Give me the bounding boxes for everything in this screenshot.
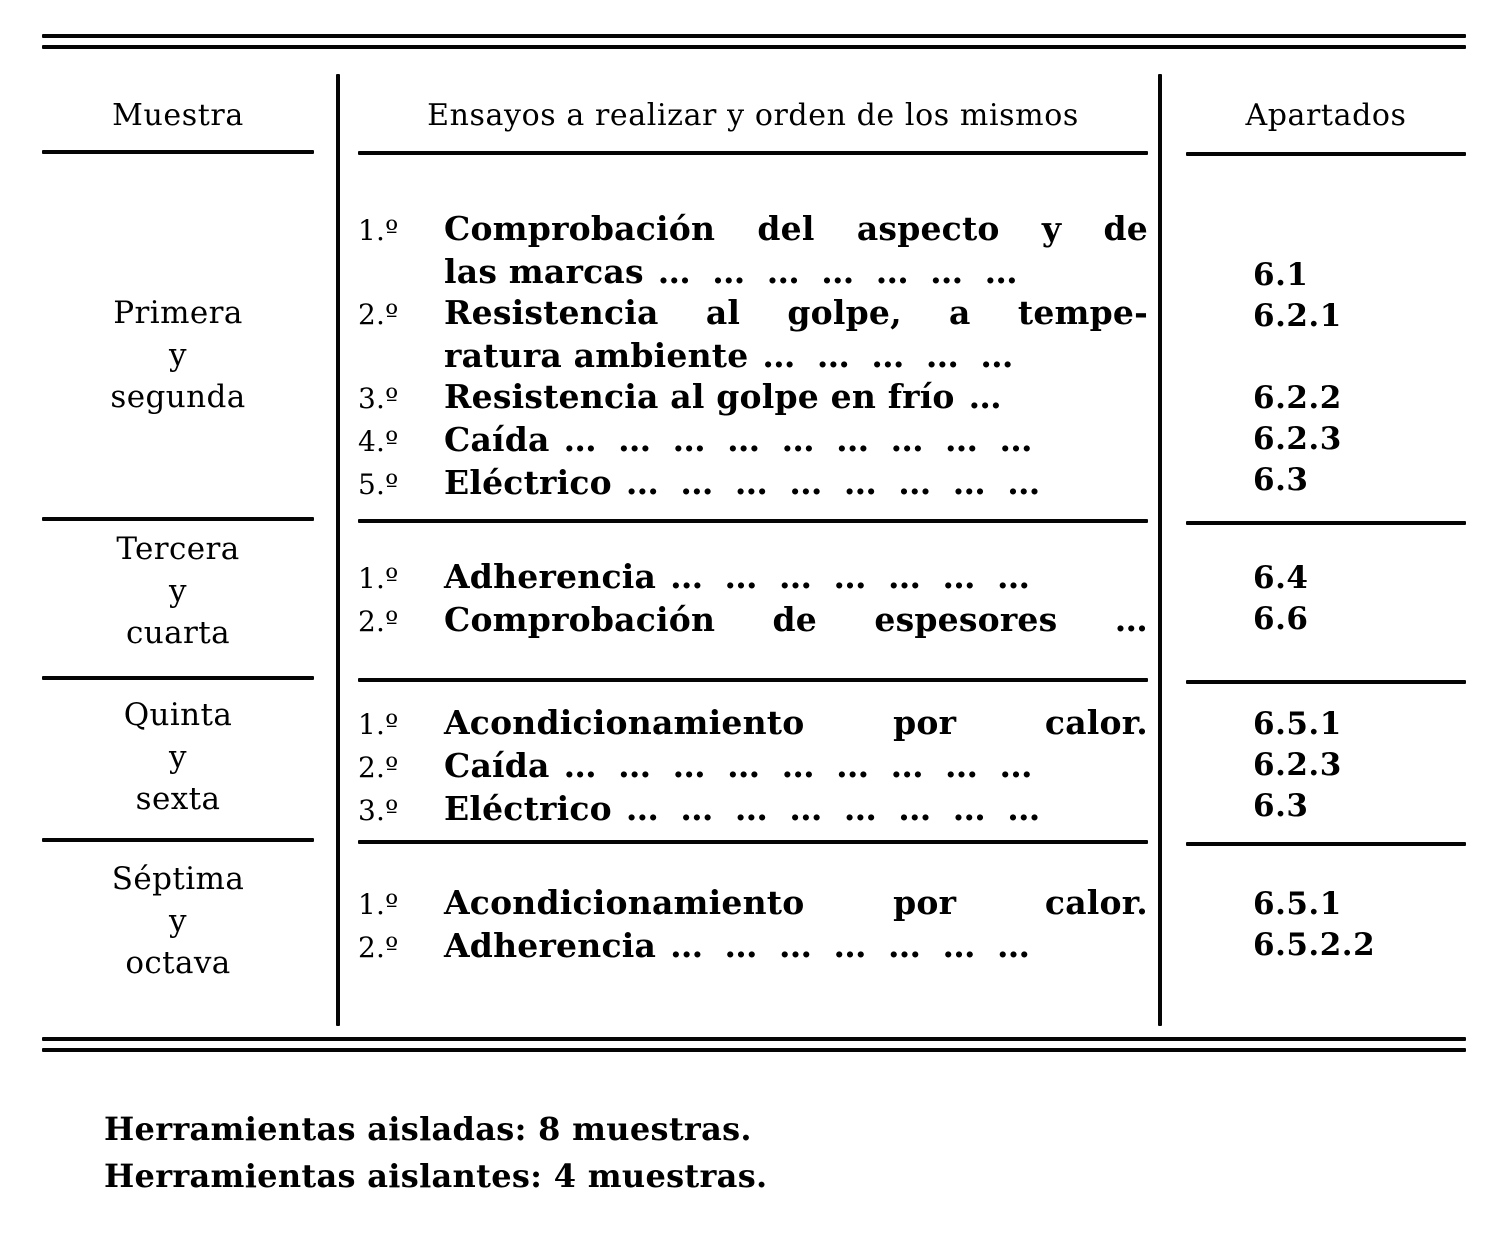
table-row-continuation bbox=[358, 251, 1148, 292]
apartado-value: 6.3 bbox=[1253, 462, 1309, 498]
column-divider-left bbox=[336, 74, 340, 1026]
row-word: Acondicionamiento bbox=[444, 883, 805, 922]
leader-dots: … … … … … … … bbox=[670, 557, 1035, 596]
block-separator-col2 bbox=[358, 840, 1148, 844]
row-order-number: 2.º bbox=[358, 605, 399, 638]
row-text bbox=[444, 208, 1148, 249]
block-separator-col2 bbox=[358, 519, 1148, 523]
block-separator-col2 bbox=[358, 678, 1148, 682]
row-word: Acondicionamiento bbox=[444, 703, 805, 742]
table-row bbox=[358, 925, 1148, 968]
row-word: aspecto bbox=[856, 209, 1000, 248]
row-order-number: 3.º bbox=[358, 382, 399, 415]
row-text bbox=[444, 462, 1148, 503]
leader-dots: … … … … … … … bbox=[657, 252, 1023, 291]
apartados-block-2 bbox=[1253, 558, 1466, 640]
muestra-line: y bbox=[169, 903, 187, 939]
row-order-number: 5.º bbox=[358, 468, 399, 501]
muestra-line: sexta bbox=[135, 781, 221, 817]
muestra-label-quinta-sexta bbox=[42, 694, 314, 820]
apartado-value: 6.6 bbox=[1253, 601, 1309, 637]
block-separator-col3 bbox=[1186, 521, 1466, 525]
row-word: Comprobación bbox=[444, 600, 716, 639]
row-word: Caída bbox=[444, 420, 550, 459]
row-text bbox=[444, 335, 1148, 376]
row-word: de bbox=[772, 600, 818, 639]
row-text bbox=[444, 376, 1148, 417]
row-word: Eléctrico bbox=[444, 463, 612, 502]
row-text bbox=[444, 788, 1148, 829]
apartado-value: 6.5.1 bbox=[1253, 706, 1342, 742]
apartados-block-3 bbox=[1253, 704, 1466, 827]
block-separator-col1 bbox=[42, 517, 314, 521]
row-word: y bbox=[1041, 209, 1062, 248]
row-text bbox=[444, 556, 1148, 597]
muestra-line: Primera bbox=[113, 295, 243, 331]
header-apartados: Apartados bbox=[1245, 98, 1407, 133]
row-word: Caída bbox=[444, 746, 550, 785]
row-word: Adherencia bbox=[444, 557, 657, 596]
apartado-value: 6.2.2 bbox=[1253, 380, 1342, 416]
row-order-number: 1.º bbox=[358, 562, 399, 595]
ensayos-block-4 bbox=[358, 882, 1148, 968]
row-word: calor. bbox=[1044, 703, 1148, 742]
table-row bbox=[358, 419, 1148, 462]
row-word: Resistencia al golpe en frío bbox=[444, 377, 955, 416]
muestra-line: Quinta bbox=[123, 697, 233, 733]
table-row-continuation bbox=[358, 335, 1148, 376]
table-top-double-rule bbox=[42, 34, 1466, 49]
table-row bbox=[358, 292, 1148, 335]
muestra-line: segunda bbox=[110, 379, 246, 415]
row-text bbox=[444, 292, 1148, 333]
muestra-line: Tercera bbox=[116, 531, 240, 567]
row-word: Eléctrico bbox=[444, 789, 612, 828]
apartado-value: 6.5.2.2 bbox=[1253, 927, 1376, 963]
apartado-value: 6.2.3 bbox=[1253, 747, 1342, 783]
ensayos-block-1 bbox=[358, 208, 1148, 505]
muestra-line: y bbox=[169, 573, 187, 609]
footer-note-aisladas: Herramientas aisladas: 8 muestras. bbox=[104, 1110, 752, 1148]
row-word: del bbox=[757, 209, 815, 248]
row-word: Comprobación bbox=[444, 209, 716, 248]
table-row bbox=[358, 208, 1148, 251]
row-word: Adherencia bbox=[444, 926, 657, 965]
row-word: calor. bbox=[1044, 883, 1148, 922]
footer-note-aislantes: Herramientas aislantes: 4 muestras. bbox=[104, 1157, 768, 1195]
row-text bbox=[444, 251, 1148, 292]
table-row bbox=[358, 462, 1148, 505]
row-text bbox=[444, 745, 1148, 786]
row-text bbox=[444, 599, 1148, 640]
apartado-value: 6.4 bbox=[1253, 560, 1309, 596]
muestra-line: Séptima bbox=[111, 861, 245, 897]
apartado-value: 6.1 bbox=[1253, 257, 1309, 293]
row-text bbox=[444, 702, 1148, 743]
header-rule-col1 bbox=[42, 150, 314, 154]
apartado-value: 6.2.3 bbox=[1253, 421, 1342, 457]
table-row bbox=[358, 882, 1148, 925]
row-order-number: 2.º bbox=[358, 751, 399, 784]
apartado-value: 6.5.1 bbox=[1253, 886, 1342, 922]
row-word: de bbox=[1103, 209, 1148, 248]
column-divider-right bbox=[1158, 74, 1162, 1026]
leader-dots: … … … … … … … … … bbox=[563, 420, 1038, 459]
block-separator-col1 bbox=[42, 676, 314, 680]
row-text bbox=[444, 882, 1148, 923]
row-word: al bbox=[705, 293, 741, 332]
header-ensayos: Ensayos a realizar y orden de los mismos bbox=[427, 98, 1079, 133]
muestra-label-tercera-cuarta bbox=[42, 528, 314, 654]
row-word: por bbox=[893, 703, 957, 742]
ensayos-block-3 bbox=[358, 702, 1148, 831]
leader-dots: … bbox=[968, 377, 1007, 416]
row-word: ratura ambiente bbox=[444, 336, 749, 375]
table-row bbox=[358, 788, 1148, 831]
header-rule-col3 bbox=[1186, 152, 1466, 156]
row-text bbox=[444, 925, 1148, 966]
table-row bbox=[358, 745, 1148, 788]
row-order-number: 2.º bbox=[358, 298, 399, 331]
table-row bbox=[358, 702, 1148, 745]
row-order-number: 1.º bbox=[358, 214, 399, 247]
muestra-line: cuarta bbox=[126, 615, 230, 651]
row-order-number: 4.º bbox=[358, 425, 399, 458]
leader-dots: … … … … … … … … bbox=[625, 463, 1046, 502]
leader-dots: … … … … … bbox=[762, 336, 1019, 375]
apartado-value: 6.3 bbox=[1253, 788, 1309, 824]
muestra-line: octava bbox=[125, 945, 231, 981]
row-word: espesores bbox=[874, 600, 1058, 639]
apartados-block-1 bbox=[1253, 255, 1466, 501]
header-rule-col2 bbox=[358, 151, 1148, 155]
apartado-value: 6.2.1 bbox=[1253, 298, 1342, 334]
row-word: a bbox=[949, 293, 971, 332]
muestra-line: y bbox=[169, 739, 187, 775]
muestra-line: y bbox=[169, 337, 187, 373]
muestra-label-primera-segunda bbox=[42, 292, 314, 418]
leader-dots: … bbox=[1114, 600, 1148, 639]
row-order-number: 3.º bbox=[358, 794, 399, 827]
leader-dots: … … … … … … … … bbox=[625, 789, 1046, 828]
table-row bbox=[358, 599, 1148, 642]
block-separator-col3 bbox=[1186, 680, 1466, 684]
row-word: golpe, bbox=[787, 293, 902, 332]
leader-dots: … … … … … … … … … bbox=[563, 746, 1038, 785]
ensayos-block-2 bbox=[358, 556, 1148, 642]
header-muestra: Muestra bbox=[112, 98, 244, 133]
row-word: Resistencia bbox=[444, 293, 659, 332]
row-text bbox=[444, 419, 1148, 460]
table-bottom-double-rule bbox=[42, 1037, 1466, 1052]
leader-dots: … … … … … … … bbox=[670, 926, 1035, 965]
row-word: por bbox=[893, 883, 957, 922]
table-row bbox=[358, 376, 1148, 419]
apartados-block-4 bbox=[1253, 884, 1466, 966]
row-word: las marcas bbox=[444, 252, 644, 291]
block-separator-col1 bbox=[42, 838, 314, 842]
row-order-number: 2.º bbox=[358, 931, 399, 964]
muestra-label-septima-octava bbox=[42, 858, 314, 984]
row-order-number: 1.º bbox=[358, 708, 399, 741]
row-order-number: 1.º bbox=[358, 888, 399, 921]
block-separator-col3 bbox=[1186, 842, 1466, 846]
table-row bbox=[358, 556, 1148, 599]
row-word: tempe- bbox=[1017, 293, 1148, 332]
